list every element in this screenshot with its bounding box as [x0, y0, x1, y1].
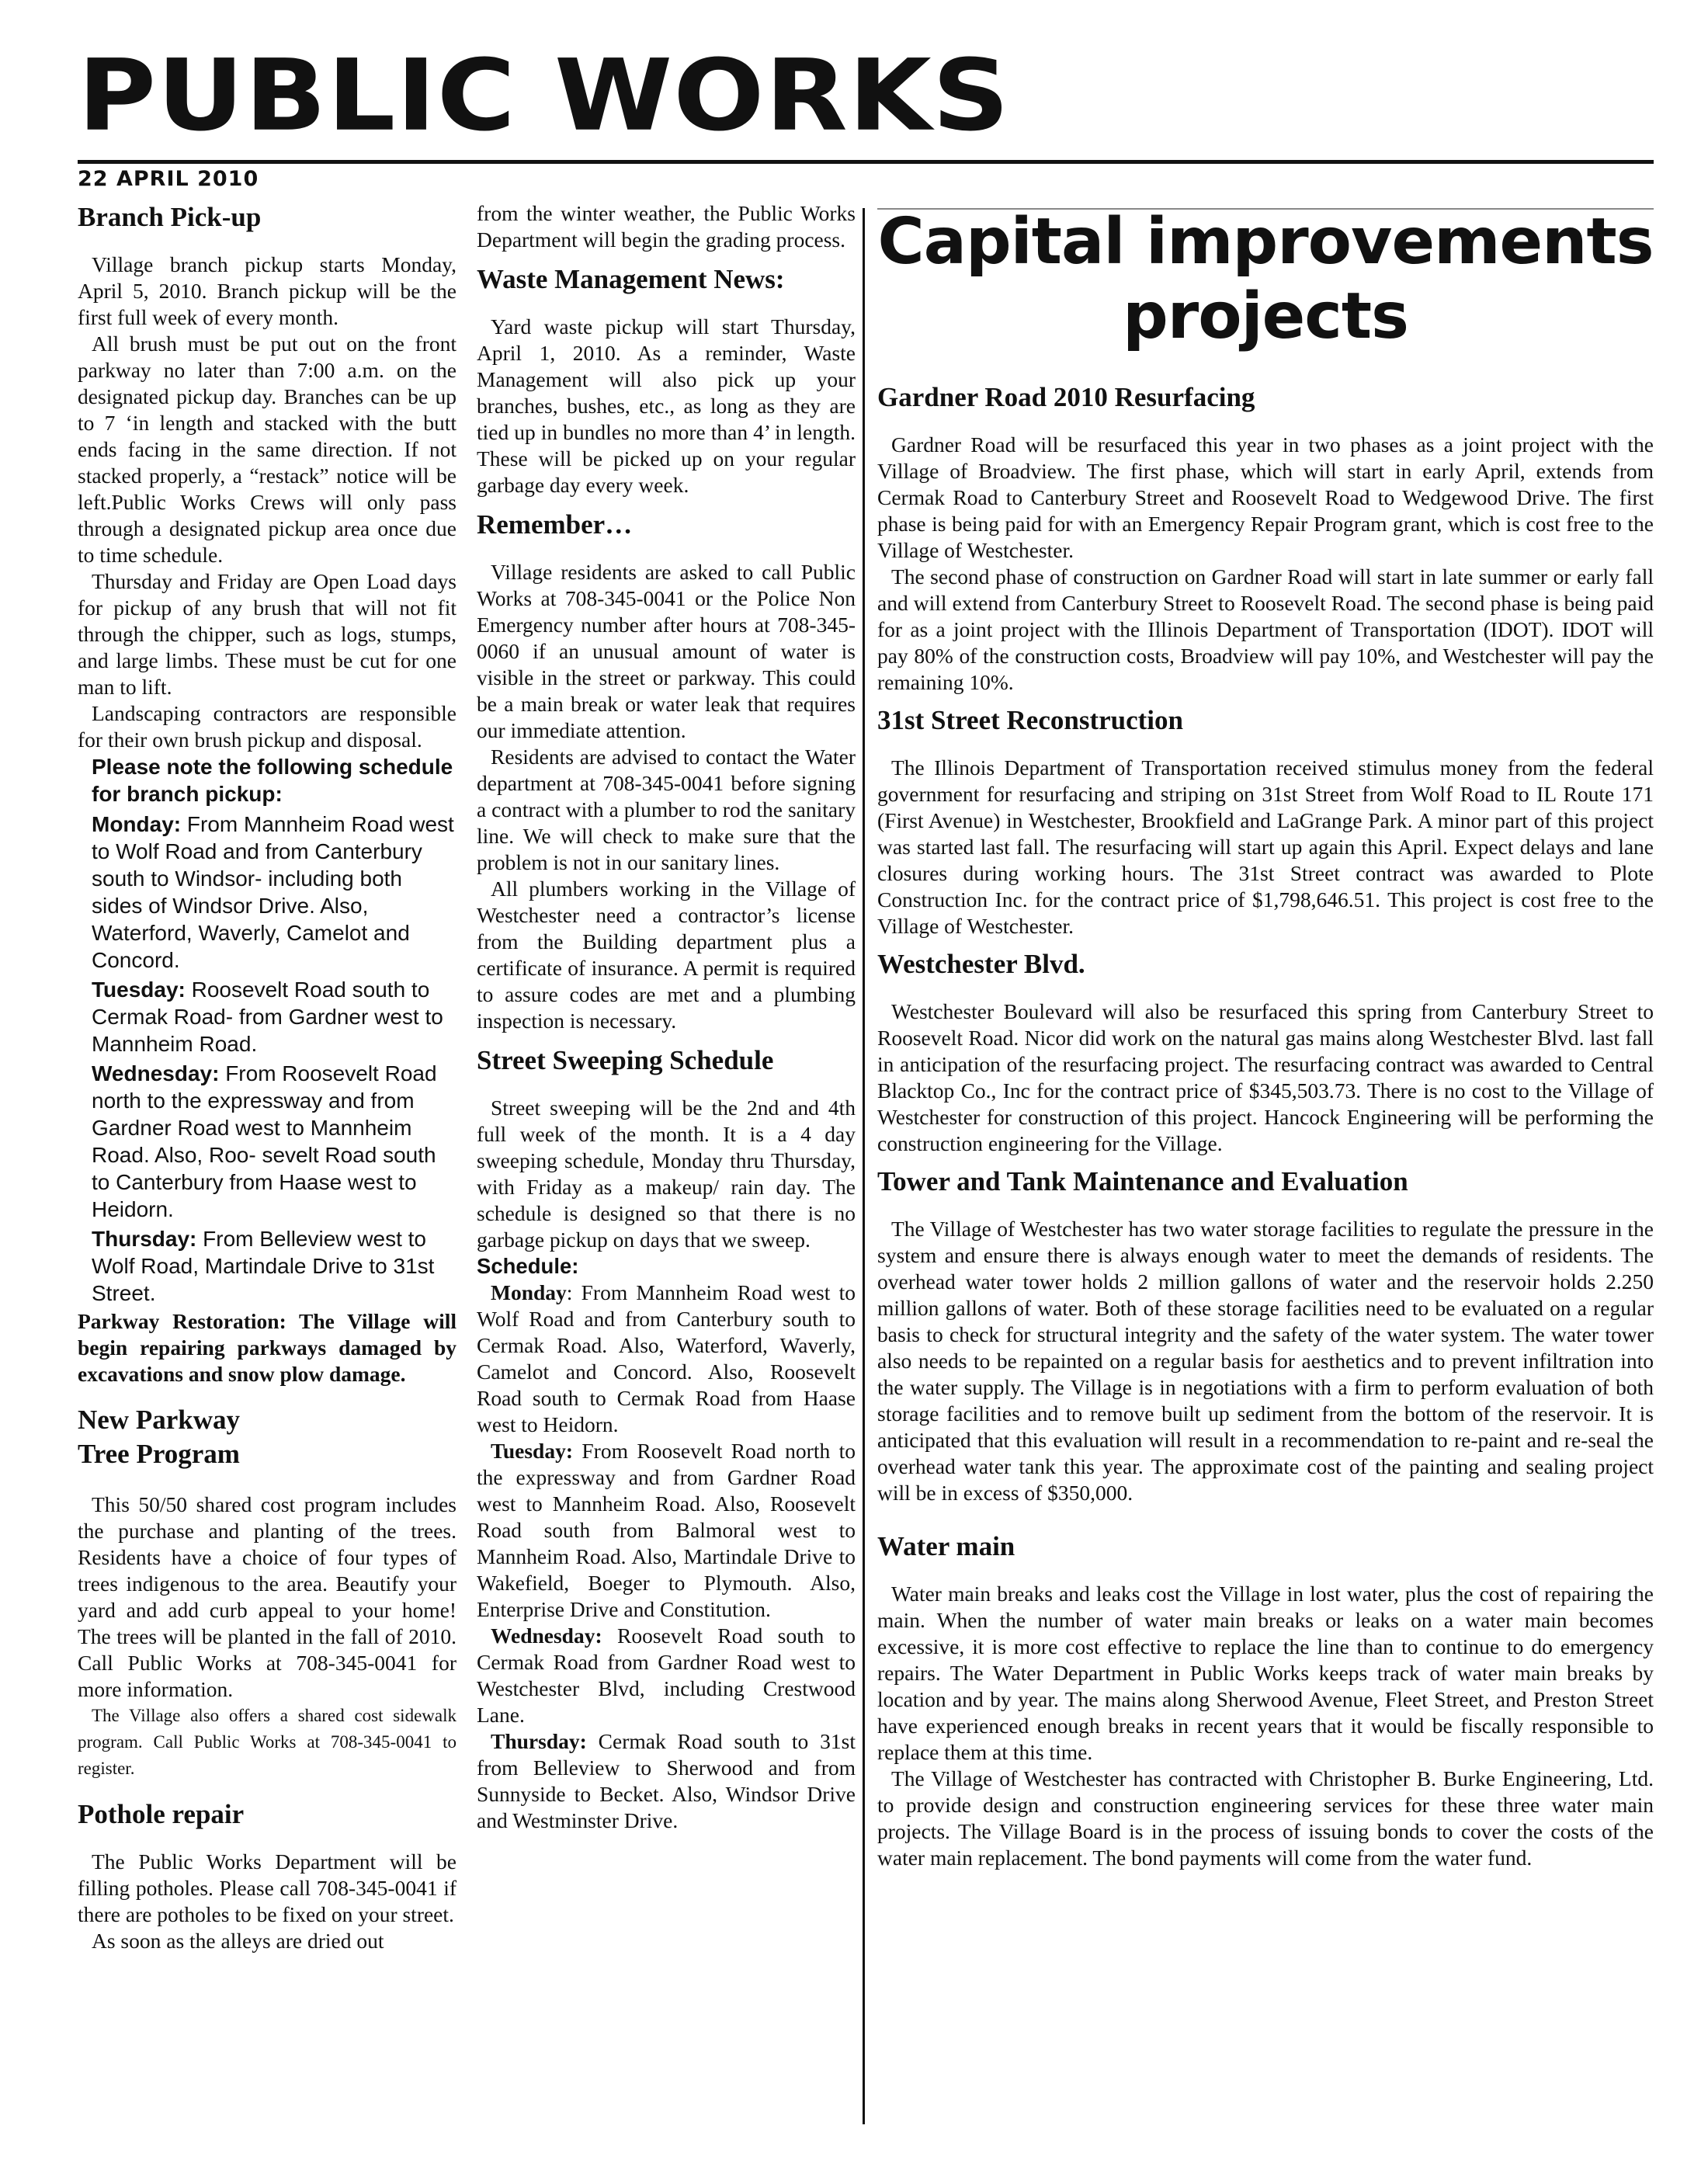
- tree-paragraph: This 50/50 shared cost program includes the purchase and planting of the trees. Residents have a choice of four types of trees indigenous to the area. Beautify your yard and add curb appeal to your home! The trees will be planted in the fall of 2010. Call Public Works at 708-345-0041 for more information.: [78, 1492, 457, 1701]
- section-paragraph: Gardner Road will be resurfaced this year in two phases as a joint project with the Village of Broadview. The first phase, which will start in early April, extends from Cermak Road to Canterbury Street and Roosevelt Road to Wedgewood Drive. The first phase is being paid for with an Emergency Repair Program grant, which is cost free to the Village of Westchester.: [877, 432, 1654, 562]
- branch-paragraph: All brush must be put out on the front parkway no later than 7:00 a.m. on the designated pickup day. Branches can be up to 7 ‘in length and stacked with the butt ends facing in the same direction. If not stacked properly, a “restack” notice will be left.Public Works Crews will only pass through a designated pickup area once due to time schedule.: [78, 332, 457, 567]
- branch-schedule-item: [92, 1060, 457, 1223]
- branch-paragraph: Thursday and Friday are Open Load days for pickup of any brush that will not fit through the chipper, such as logs, stumps, and large limbs. These must be cut for one man to lift.: [78, 569, 457, 699]
- section-heading: Westchester Blvd.: [877, 949, 1085, 979]
- capital-title-line2: projects: [1123, 280, 1408, 353]
- pothole-paragraph: The Public Works Department will be filling potholes. Please call 708-345-0041 if there are potholes to be fixed on your street.: [78, 1849, 457, 1926]
- column-3: [877, 200, 1654, 1879]
- branch-heading: Branch Pick-up: [78, 202, 262, 232]
- tree-heading: [78, 1403, 457, 1471]
- schedule-text: Roosevelt Road south to Cermak Road from Gardner Road west to Westchester Blvd, including Crestwood Lane.: [477, 1624, 856, 1727]
- schedule-text: From Mannheim Road west to Wolf Road and from Canterbury south to Windsor- including both sides of Windsor Drive. Also, Waterford, Waverly, Camelot and Concord.: [92, 812, 454, 972]
- tree-heading-line1: New Parkway: [78, 1405, 240, 1435]
- waste-heading: Waste Management News:: [477, 264, 785, 294]
- sweeping-paragraph: Street sweeping will be the 2nd and 4th full week of the month. It is a 4 day sweeping schedule, Monday thru Thursday, with Friday as a makeup/ rain day. The schedule is designed so that there is no garbage pickup on days that we sweep.: [477, 1096, 856, 1252]
- schedule-text: From Belleview west to Wolf Road, Martindale Drive to 31st Street.: [92, 1227, 435, 1305]
- pothole-continued: from the winter weather, the Public Works Department will begin the grading process.: [477, 201, 856, 252]
- sweeping-schedule-item: [477, 1280, 856, 1438]
- branch-schedule-item: [92, 811, 457, 974]
- branch-schedule-item: [92, 1225, 457, 1307]
- schedule-day: Tuesday:: [92, 978, 186, 1002]
- branch-schedule-heading: Please note the following schedule for branch pickup:: [92, 755, 453, 806]
- sidewalk-note: The Village also offers a shared cost sidewalk program. Call Public Works at 708-345-0041 to register.: [78, 1706, 457, 1778]
- section-heading: Gardner Road 2010 Resurfacing: [877, 382, 1255, 412]
- schedule-text: Cermak Road south to 31st from Belleview to Sherwood and from Sunnyside to Becket. Also, Windsor Drive and Westminster Drive.: [477, 1729, 856, 1832]
- schedule-text: From Roosevelt Road north to the expressway and from Gardner Road west to Mannheim Road. Also, Roosevelt Road south from Balmoral west to Mannheim Road. Also, Martindale Drive to Wakefield, Boeger to Plymouth. Also, Enterprise Drive and Constitution.: [477, 1439, 856, 1621]
- sweeping-heading: Street Sweeping Schedule: [477, 1045, 774, 1075]
- schedule-text: Roosevelt Road south to Cermak Road- from Gardner west to Mannheim Road.: [92, 978, 443, 1056]
- pothole-paragraph: As soon as the alleys are dried out: [92, 1929, 384, 1953]
- section-paragraph: The Village of Westchester has contracted with Christopher B. Burke Engineering, Ltd. to provide design and construction engineering services for these three water main projects. The Village Board is in the process of issuing bonds to cover the costs of the water main replacement. The bond payments will come from the water fund.: [877, 1766, 1654, 1870]
- schedule-text: From Roosevelt Road north to the expressway and from Gardner Road west to Mannheim Road. Also, Roo- sevelt Road south to Canterbury from Haase west to Heidorn.: [92, 1061, 437, 1221]
- capital-title: [877, 205, 1654, 354]
- masthead: [78, 37, 1654, 191]
- remember-paragraph: All plumbers working in the Village of Westchester need a contractor’s license from the Building department plus a certificate of insurance. A permit is required to assure codes are met and a plumbing inspection is necessary.: [477, 877, 856, 1033]
- schedule-text: : From Mannheim Road west to Wolf Road and from Canterbury south to Cermak Road. Also, Waterford, Waverly, Camelot and Concord. Also, Roosevelt Road south to Cermak Road from Haase west to Heidorn.: [477, 1280, 856, 1436]
- section-heading: Tower and Tank Maintenance and Evaluation: [877, 1166, 1408, 1196]
- waste-paragraph: Yard waste pickup will start Thursday, April 1, 2010. As a reminder, Waste Management will also pick up your branches, bushes, etc., as long as they are tied up in bundles no more than 4’ in length. These will be picked up on your regular garbage day every week.: [477, 314, 856, 497]
- branch-paragraph: Landscaping contractors are responsible for their own brush pickup and disposal.: [78, 701, 457, 752]
- section-paragraph: The Village of Westchester has two water storage facilities to regulate the pressure in the system and ensure there is always enough water to meet the demands of residents. The overhead water tower holds 2 million gallons of water and the reservoir holds 2.250 million gallons of water. Both of these storage facilities need to be evaluated on a regular basis to check for structural integrity and the safety of the water system. The water tower also needs to be repainted on a regular basis for aesthetics and to prevent infiltration into the water supply. The Village is in negotiations with a firm to perform evaluation of both storage facilities and to remove built up sediment from the bottom of the reservoir. It is anticipated that this evaluation will result in a recommendation to re-paint and re-seal the overhead water tank this year. The approximate cost of the painting and sealing project will be in excess of $350,000.: [877, 1217, 1654, 1505]
- column-2: [477, 200, 856, 1834]
- schedule-day: Thursday:: [491, 1729, 587, 1753]
- issue-date: 22 APRIL 2010: [78, 167, 259, 191]
- schedule-day: Tuesday:: [491, 1439, 573, 1463]
- schedule-day: Monday:: [92, 812, 182, 836]
- section-heading: Water main: [877, 1531, 1015, 1561]
- schedule-day: Wednesday:: [491, 1624, 602, 1648]
- sweeping-schedule-item: [477, 1623, 856, 1728]
- schedule-day: Wednesday:: [92, 1061, 220, 1085]
- schedule-day: Monday: [491, 1280, 567, 1304]
- tree-heading-line2: Tree Program: [78, 1439, 240, 1469]
- section-paragraph: Westchester Boulevard will also be resurfaced this spring from Canterbury Street to Roosevelt Road. Nicor did work on the natural gas mains along Westchester Blvd. last fall in anticipation of the resurfacing project. The resurfacing contract was awarded to Central Blacktop Co., Inc for the contract price of $345,503.73. There is no cost to the Village of Westchester for construction of this project. Hancock Engineering will be performing the construction engineering for the Village.: [877, 999, 1654, 1155]
- schedule-day: Thursday:: [92, 1227, 197, 1251]
- section-heading: 31st Street Reconstruction: [877, 705, 1183, 735]
- sweeping-schedule-label: Schedule:: [477, 1254, 579, 1278]
- parkway-restoration-note: Parkway Restoration: The Village will begin repairing parkways damaged by excavations and snow plow damage.: [78, 1309, 457, 1386]
- branch-schedule-item: [92, 976, 457, 1057]
- remember-paragraph: Residents are advised to contact the Water department at 708-345-0041 before signing a contract with a plumber to rod the sanitary line. We will check to make sure that the problem is not in our sanitary lines.: [477, 745, 856, 874]
- section-water-main: [877, 1530, 1654, 1871]
- capital-title-line1: Capital improvements: [877, 205, 1654, 279]
- section-paragraph: The second phase of construction on Gardner Road will start in late summer or early fall and will extend from Canterbury Street to Roosevelt Road. The second phase is being paid for as a joint project with the Illinois Department of Transportation (IDOT). IDOT will pay 80% of the construction costs, Broadview will pay 10%, and Westchester will pay the remaining 10%.: [877, 564, 1654, 694]
- masthead-title: PUBLIC WORKS: [78, 37, 1011, 154]
- section-westchester-blvd: [877, 947, 1654, 1157]
- section-31st-street: [877, 703, 1654, 939]
- section-paragraph: The Illinois Department of Transportation received stimulus money from the federal government for resurfacing and striping on 31st Street from Wolf Road to IL Route 171 (First Avenue) in Westchester, Brookfield and LaGrange Park. A minor part of this project was started last fall. The resurfacing will start up again this April. Expect delays and lane closures during working hours. The 31st Street contract was awarded to Plote Construction Inc. for the contract price of $1,798,646.51. This project is cost free to the Village of Westchester.: [877, 755, 1654, 938]
- section-tower-tank: [877, 1165, 1654, 1506]
- masthead-rule: [78, 160, 1654, 164]
- remember-heading: Remember…: [477, 509, 633, 540]
- section-paragraph: Water main breaks and leaks cost the Village in lost water, plus the cost of repairing the main. When the number of water main breaks or leaks on a water main becomes excessive, it is more cost effective to replace the line than to continue to do emergency repairs. The Water Department in Public Works keeps track of water main breaks by location and by year. The mains along Sherwood Avenue, Fleet Street, and Preston Street have experienced enough breaks in recent years that it would be fiscally responsible to replace them at this time.: [877, 1582, 1654, 1764]
- section-gardner: [877, 380, 1654, 696]
- column-divider: [863, 208, 865, 2124]
- column-1: [78, 200, 457, 1954]
- branch-paragraph: Village branch pickup starts Monday, April 5, 2010. Branch pickup will be the first full week of every month.: [78, 252, 457, 329]
- branch-schedule: [78, 753, 457, 1307]
- pothole-heading: Pothole repair: [78, 1799, 245, 1829]
- sweeping-schedule-item: [477, 1728, 856, 1834]
- sweeping-schedule-item: [477, 1438, 856, 1623]
- remember-paragraph: Village residents are asked to call Public Works at 708-345-0041 or the Police Non Emergency number after hours at 708-345-0060 if an unusual amount of water is visible in the street or parkway. This could be a main break or water leak that requires our immediate attention.: [477, 560, 856, 742]
